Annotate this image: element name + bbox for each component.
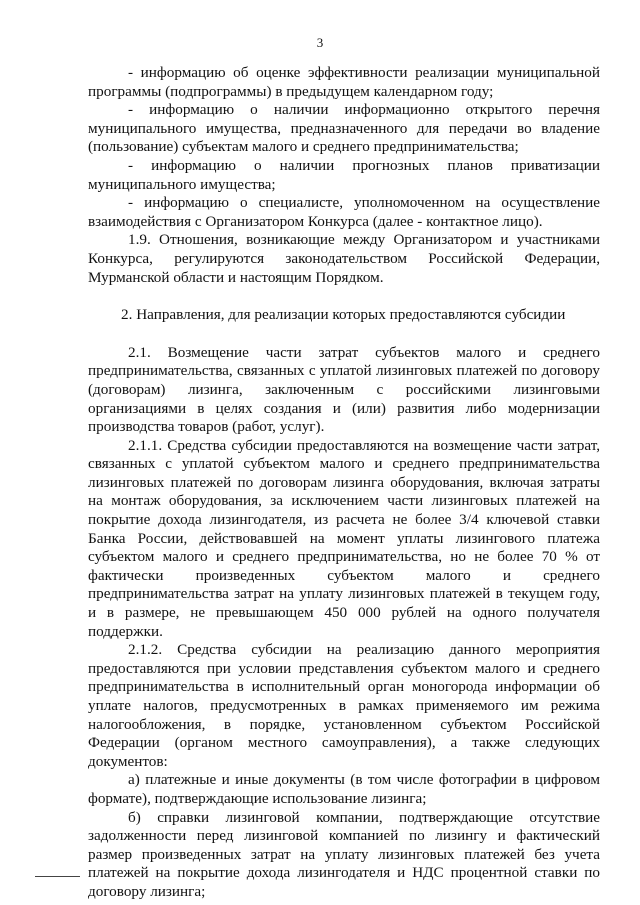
document-body	[88, 64, 600, 902]
paragraph: 1.9. Отношения, возникающие между Организатором и участниками Конкурса, регулируются законодательством Российской Федерации, Мурманской области и настоящим Порядком.	[88, 231, 600, 286]
paragraph: а) платежные и иные документы (в том числе фотографии в цифровом формате), подтверждающие использование лизинга;	[88, 771, 600, 807]
paragraph: 2.1.2. Средства субсидии на реализацию данного мероприятия предоставляются при условии представления субъектом малого и среднего предпринимательства в исполнительный орган моногорода информации об уплате налогов, предусмотренных в рамках применяемого им режима налогообложения, в порядке, установленном субъектом Российской Федерации (органом местного самоуправления), а также следующих документов:	[88, 641, 600, 770]
paragraph: - информацию о наличии прогнозных планов приватизации муниципального имущества;	[88, 156, 600, 193]
footnote-separator	[35, 876, 80, 877]
paragraph: - информацию о специалисте, уполномоченном на осуществление взаимодействия с Организатором Конкурса (далее - контактное лицо).	[88, 194, 600, 230]
paragraph: - информацию о наличии информационно открытого перечня муниципального имущества, предназначенного для передачи во владение (пользование) субъектам малого и среднего предпринимательства;	[88, 101, 600, 156]
paragraph: б) справки лизинговой компании, подтверждающие отсутствие задолженности перед лизинговой компанией по лизингу и фактический размер произведенных затрат на уплату лизинговых платежей без учета платежей на покрытие дохода лизингодателя и НДС процентной ставки по договору лизинга;	[88, 808, 600, 900]
paragraph: 2.1. Возмещение части затрат субъектов малого и среднего предпринимательства, связанных с уплатой лизинговых платежей по договору (договорам) лизинга, заключенным с российскими лизинговыми организациями в целях создания и (или) развития либо модернизации производства товаров (работ, услуг).	[88, 343, 600, 436]
paragraph: - информацию об оценке эффективности реализации муниципальной программы (подпрограммы) в предыдущем календарном году;	[88, 64, 600, 100]
section-heading: 2. Направления, для реализации которых предоставляются субсидии	[121, 306, 566, 324]
paragraph: 2.1.1. Средства субсидии предоставляются на возмещение части затрат, связанных с уплатой субъектом малого и среднего предпринимательства лизинговых платежей по договорам лизинга оборудования, включая затраты на монтаж оборудования, за исключением части лизинговых платежей на покрытие дохода лизингодателя, из расчета не более 3/4 ключевой ставки Банка России, действовавшей на момент уплаты лизингового платежа субъектом малого и среднего предпринимательства, но не более 70 % от фактически произведенных субъектом малого и среднего предпринимательства затрат на уплату лизинговых платежей в текущем году, и в размере, не превышающем 450 000 рублей на одного получателя поддержки.	[88, 436, 600, 640]
page-number: 3	[316, 35, 324, 50]
